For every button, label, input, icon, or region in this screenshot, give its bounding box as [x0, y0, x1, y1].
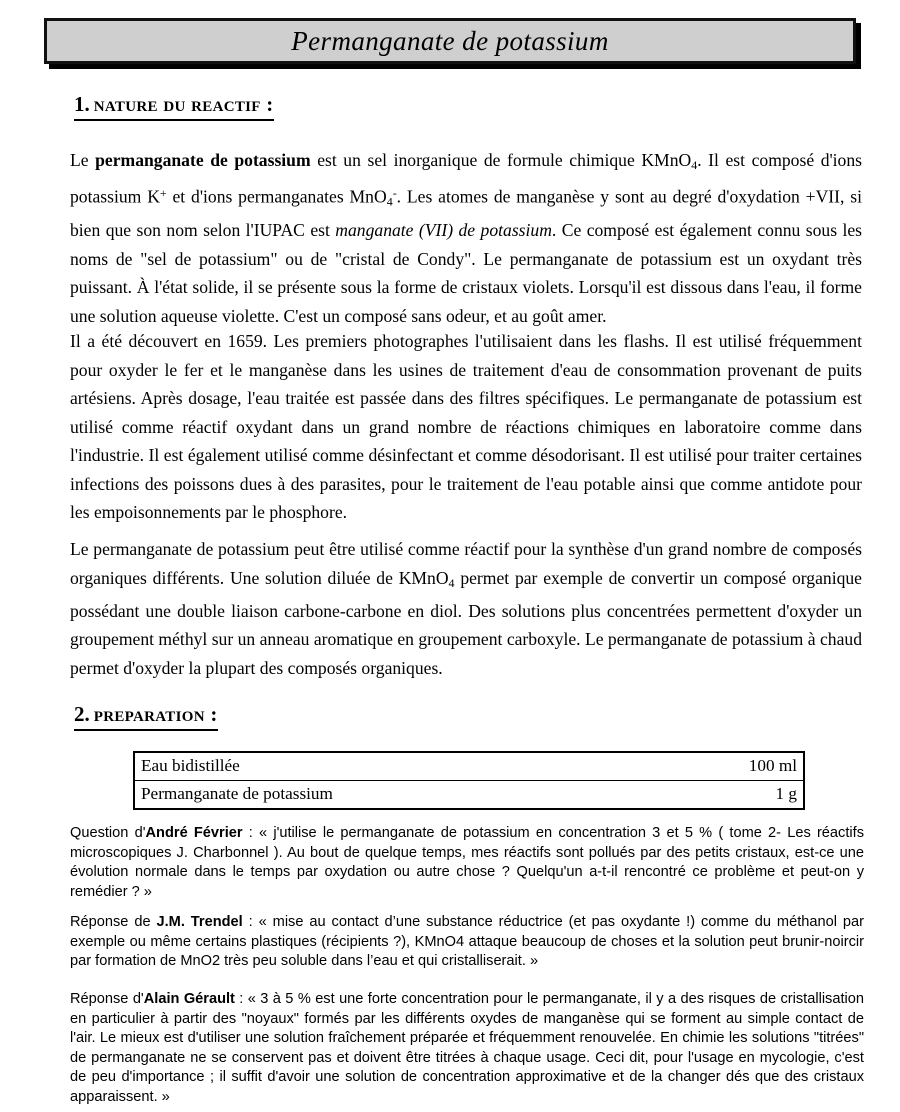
par1-part-a: Le — [70, 150, 96, 170]
qa-block-answer-1 — [70, 913, 864, 972]
section-1-number: 1. — [74, 92, 90, 116]
ingredient-quantity: 1 g — [651, 781, 803, 809]
qa3-text: : « 3 à 5 % est une forte concentration pour le permanganate, il y a des risques de cristallisation en particulier à partir des "noyaux" formés par les différents oxydes de manganèse qui se forment au simple contact de l'air. Le mieux est d'utiliser une solution fraîchement préparée et fréquemment renouvelée. En chimie les solutions "titrées" de permanganate ne se conservent pas et doivent être titrées à chaque usage. Ceci dit, pour l'usage en mycologie, c'est de peu d'importance ; il suffit d'avoir une solution de concentration approximative et de la changer dés que des cristaux apparaissent. » — [70, 991, 865, 1105]
title-banner-box — [44, 18, 856, 64]
paragraph-nature-3 — [70, 535, 862, 682]
par3-subscript: 4 — [448, 575, 455, 590]
par1-subscript-2: 4 — [386, 194, 393, 209]
ingredient-name: Permanganate de potassium — [135, 781, 651, 809]
section-2-label: preparation : — [93, 702, 218, 726]
section-heading-1 — [74, 92, 274, 121]
par1-subscript-1: 4 — [691, 157, 698, 172]
par1-superscript-plus: + — [159, 186, 167, 201]
par1-part-b: est un sel inorganique de formule chimique KMnO — [310, 150, 692, 170]
par3-part-b: permet par exemple de convertir un composé organique possédant une double liaison carbone-carbone en diol. Des solutions plus concentrées permettent d'oxyder un groupement méthyl sur un anneau aromatique en groupement carboxyle. Le permanganate de potassium à chaud permet d'oxyder la plupart des composés organiques. — [70, 567, 862, 678]
qa2-lead: Réponse de — [70, 914, 157, 930]
par1-part-c: . Il est composé d'ions potassium K — [70, 150, 862, 207]
par1-part-f: . Ce composé est également connu sous les noms de "sel de potassium" ou de "cristal de Condy". Le permanganate de potassium est un oxydant très puissant. À l'état solide, il se présente sous la forme de cristaux violets. Lorsqu'il est dissous dans l'eau, il forme une solution aqueuse violette. C'est un composé sans odeur, et au goût amer. — [70, 220, 863, 326]
section-heading-2 — [74, 702, 218, 731]
par3-part-a: Le permanganate de potassium peut être utilisé comme réactif pour la synthèse d'un grand nombre de composés organiques différents. Une solution diluée de KMnO — [70, 539, 862, 588]
page-title: Permanganate de potassium — [291, 25, 609, 56]
ingredients-table-container — [133, 751, 805, 810]
par1-part-d: et d'ions permanganates MnO — [166, 186, 387, 207]
table-row — [135, 753, 803, 781]
par1-superscript-minus: - — [392, 186, 397, 201]
par1-part-e: . Les atomes de manganèse y sont au degré d'oxydation +VII, si bien que son nom selon l'IUPAC est — [70, 186, 862, 241]
qa2-author: J.M. Trendel — [156, 914, 243, 930]
paragraph-nature-1 — [70, 146, 862, 330]
par1-italic-iupac-name: manganate (VII) de potassium — [335, 220, 552, 241]
qa-block-answer-2 — [70, 990, 864, 1108]
section-1-label: nature du reactif : — [93, 92, 274, 116]
qa2-text: : « mise au contact d’une substance réductrice (et pas oxydante !) comme du méthanol par exemple ou même certains plastiques (récipients ?), KMnO4 attaque beaucoup de choses et la solution peut brunir-noircir par formation de MnO2 très peu soluble dans l’eau et qui cristalliserait. » — [70, 914, 864, 970]
qa1-author: André Février — [145, 825, 243, 841]
table-row — [135, 781, 803, 809]
qa1-lead: Question d' — [70, 825, 146, 841]
par1-bold-term: permanganate de potassium — [95, 150, 311, 170]
ingredient-name: Eau bidistillée — [141, 756, 240, 775]
qa3-author: Alain Gérault — [143, 991, 235, 1007]
document-title-banner — [44, 18, 856, 64]
paragraph-nature-2: Il a été découvert en 1659. Les premiers photographes l'utilisaient dans les flashs. Il est utilisé fréquemment pour oxyder le fer et le manganèse dans les usines de traitement d'eau de consommation provenant de puits artésiens. Après dosage, l'eau traitée est passée dans des filtres spécifiques. Le permanganate de potassium est utilisé comme réactif oxydant dans un grand nombre de réactions chimiques en laboratoire comme dans l'industrie. Il est également utilisé comme désinfectant et comme désodorisant. Il est utilisé pour traiter certaines infections des poissons dues à des parasites, pour le traitement de l'eau potable ainsi que comme antidote pour les empoisonnements par le phosphore. — [70, 331, 862, 522]
qa3-lead: Réponse d' — [70, 991, 144, 1007]
qa-block-question — [70, 824, 864, 902]
ingredient-quantity: 100 ml — [748, 756, 797, 775]
qa1-text: : « j'utilise le permanganate de potassium en concentration 3 et 5 % ( tome 2- Les réactifs microscopiques J. Charbonnel ). Au bout de quelque temps, mes réactifs sont pollués par des petits cristaux, est-ce une évolution normale dans le temps par oxydation ou autre chose ? Quelqu'un a-t-il rencontré ce problème et peut-on y remédier ? » — [70, 825, 864, 900]
section-2-number: 2. — [74, 702, 90, 726]
ingredients-table — [135, 753, 803, 808]
